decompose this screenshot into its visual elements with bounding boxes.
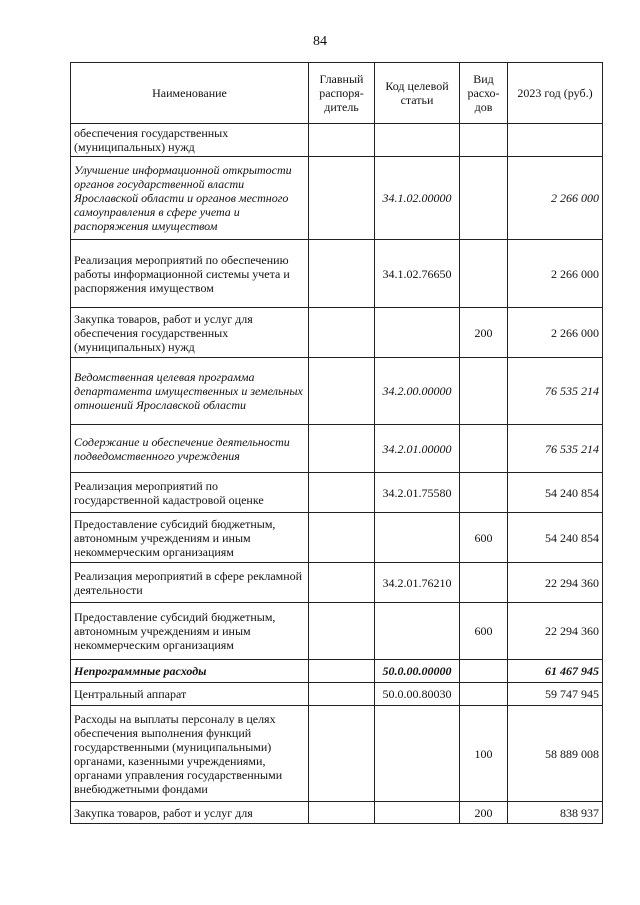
- name-cell: Закупка товаров, работ и услуг для: [71, 802, 309, 824]
- name-cell: Содержание и обеспечение деятельности подведомственного учреждения: [71, 425, 309, 473]
- table-row: [71, 240, 603, 308]
- code-cell: [375, 802, 460, 824]
- kind-cell: [460, 124, 508, 157]
- header-expense-type: Вид расхо-дов: [460, 63, 508, 124]
- code-cell: [375, 124, 460, 157]
- code-cell: [375, 603, 460, 660]
- manager-cell: [309, 308, 375, 358]
- name-cell: Расходы на выплаты персоналу в целях обеспечения выполнения функций государственными (муниципальными) органами, казенными учреждениями, органами управления государственными внебюджетными фондами: [71, 706, 309, 802]
- name-cell: Центральный аппарат: [71, 683, 309, 706]
- amount-cell: 838 937: [508, 802, 603, 824]
- amount-cell: 2 266 000: [508, 308, 603, 358]
- kind-cell: 600: [460, 603, 508, 660]
- name-cell: Непрограммные расходы: [71, 660, 309, 683]
- manager-cell: [309, 124, 375, 157]
- header-year-2023: 2023 год (руб.): [508, 63, 603, 124]
- table-row: [71, 706, 603, 802]
- manager-cell: [309, 513, 375, 563]
- table-row: [71, 802, 603, 824]
- table-row: [71, 683, 603, 706]
- name-cell: обеспечения государственных (муниципальных) нужд: [71, 124, 309, 157]
- manager-cell: [309, 473, 375, 513]
- amount-cell: 76 535 214: [508, 425, 603, 473]
- name-cell: Предоставление субсидий бюджетным, автономным учреждениям и иным некоммерческим организациям: [71, 603, 309, 660]
- name-cell: Ведомственная целевая программа департамента имущественных и земельных отношений Ярославской области: [71, 358, 309, 425]
- manager-cell: [309, 157, 375, 240]
- table-header-row: [71, 63, 603, 124]
- kind-cell: [460, 157, 508, 240]
- table-row: [71, 513, 603, 563]
- code-cell: 34.2.01.75580: [375, 473, 460, 513]
- kind-cell: 600: [460, 513, 508, 563]
- kind-cell: [460, 240, 508, 308]
- amount-cell: 54 240 854: [508, 473, 603, 513]
- manager-cell: [309, 683, 375, 706]
- amount-cell: 22 294 360: [508, 563, 603, 603]
- amount-cell: 22 294 360: [508, 603, 603, 660]
- table-body: [71, 124, 603, 824]
- name-cell: Реализация мероприятий в сфере рекламной деятельности: [71, 563, 309, 603]
- header-target-code: Код целевой статьи: [375, 63, 460, 124]
- kind-cell: [460, 563, 508, 603]
- name-cell: Предоставление субсидий бюджетным, автономным учреждениям и иным некоммерческим организациям: [71, 513, 309, 563]
- manager-cell: [309, 240, 375, 308]
- manager-cell: [309, 603, 375, 660]
- table-row: [71, 157, 603, 240]
- manager-cell: [309, 425, 375, 473]
- code-cell: [375, 308, 460, 358]
- budget-table: [70, 62, 603, 824]
- kind-cell: [460, 660, 508, 683]
- name-cell: Реализация мероприятий по обеспечению работы информационной системы учета и распоряжения имуществом: [71, 240, 309, 308]
- code-cell: [375, 513, 460, 563]
- code-cell: 34.1.02.76650: [375, 240, 460, 308]
- amount-cell: 58 889 008: [508, 706, 603, 802]
- amount-cell: 54 240 854: [508, 513, 603, 563]
- code-cell: 34.2.00.00000: [375, 358, 460, 425]
- kind-cell: 200: [460, 308, 508, 358]
- table-row: [71, 660, 603, 683]
- manager-cell: [309, 660, 375, 683]
- table-row: [71, 308, 603, 358]
- kind-cell: [460, 358, 508, 425]
- table-row: [71, 425, 603, 473]
- manager-cell: [309, 563, 375, 603]
- kind-cell: 100: [460, 706, 508, 802]
- amount-cell: 61 467 945: [508, 660, 603, 683]
- code-cell: 34.2.01.00000: [375, 425, 460, 473]
- kind-cell: [460, 683, 508, 706]
- page-number: 84: [313, 34, 327, 49]
- name-cell: Улучшение информационной открытости органов государственной власти Ярославской области и органов местного самоуправления в сфере учета и распоряжения имуществом: [71, 157, 309, 240]
- amount-cell: 2 266 000: [508, 157, 603, 240]
- table-row: [71, 563, 603, 603]
- manager-cell: [309, 706, 375, 802]
- manager-cell: [309, 802, 375, 824]
- manager-cell: [309, 358, 375, 425]
- name-cell: Закупка товаров, работ и услуг для обеспечения государственных (муниципальных) нужд: [71, 308, 309, 358]
- code-cell: 50.0.00.80030: [375, 683, 460, 706]
- table-row: [71, 473, 603, 513]
- code-cell: 34.1.02.00000: [375, 157, 460, 240]
- kind-cell: 200: [460, 802, 508, 824]
- header-main-manager: Главный распоря-дитель: [309, 63, 375, 124]
- header-name: Наименование: [71, 63, 309, 124]
- table-row: [71, 124, 603, 157]
- kind-cell: [460, 425, 508, 473]
- amount-cell: 59 747 945: [508, 683, 603, 706]
- table-row: [71, 358, 603, 425]
- table-row: [71, 603, 603, 660]
- code-cell: [375, 706, 460, 802]
- amount-cell: 2 266 000: [508, 240, 603, 308]
- kind-cell: [460, 473, 508, 513]
- code-cell: 50.0.00.00000: [375, 660, 460, 683]
- code-cell: 34.2.01.76210: [375, 563, 460, 603]
- name-cell: Реализация мероприятий по государственной кадастровой оценке: [71, 473, 309, 513]
- amount-cell: 76 535 214: [508, 358, 603, 425]
- amount-cell: [508, 124, 603, 157]
